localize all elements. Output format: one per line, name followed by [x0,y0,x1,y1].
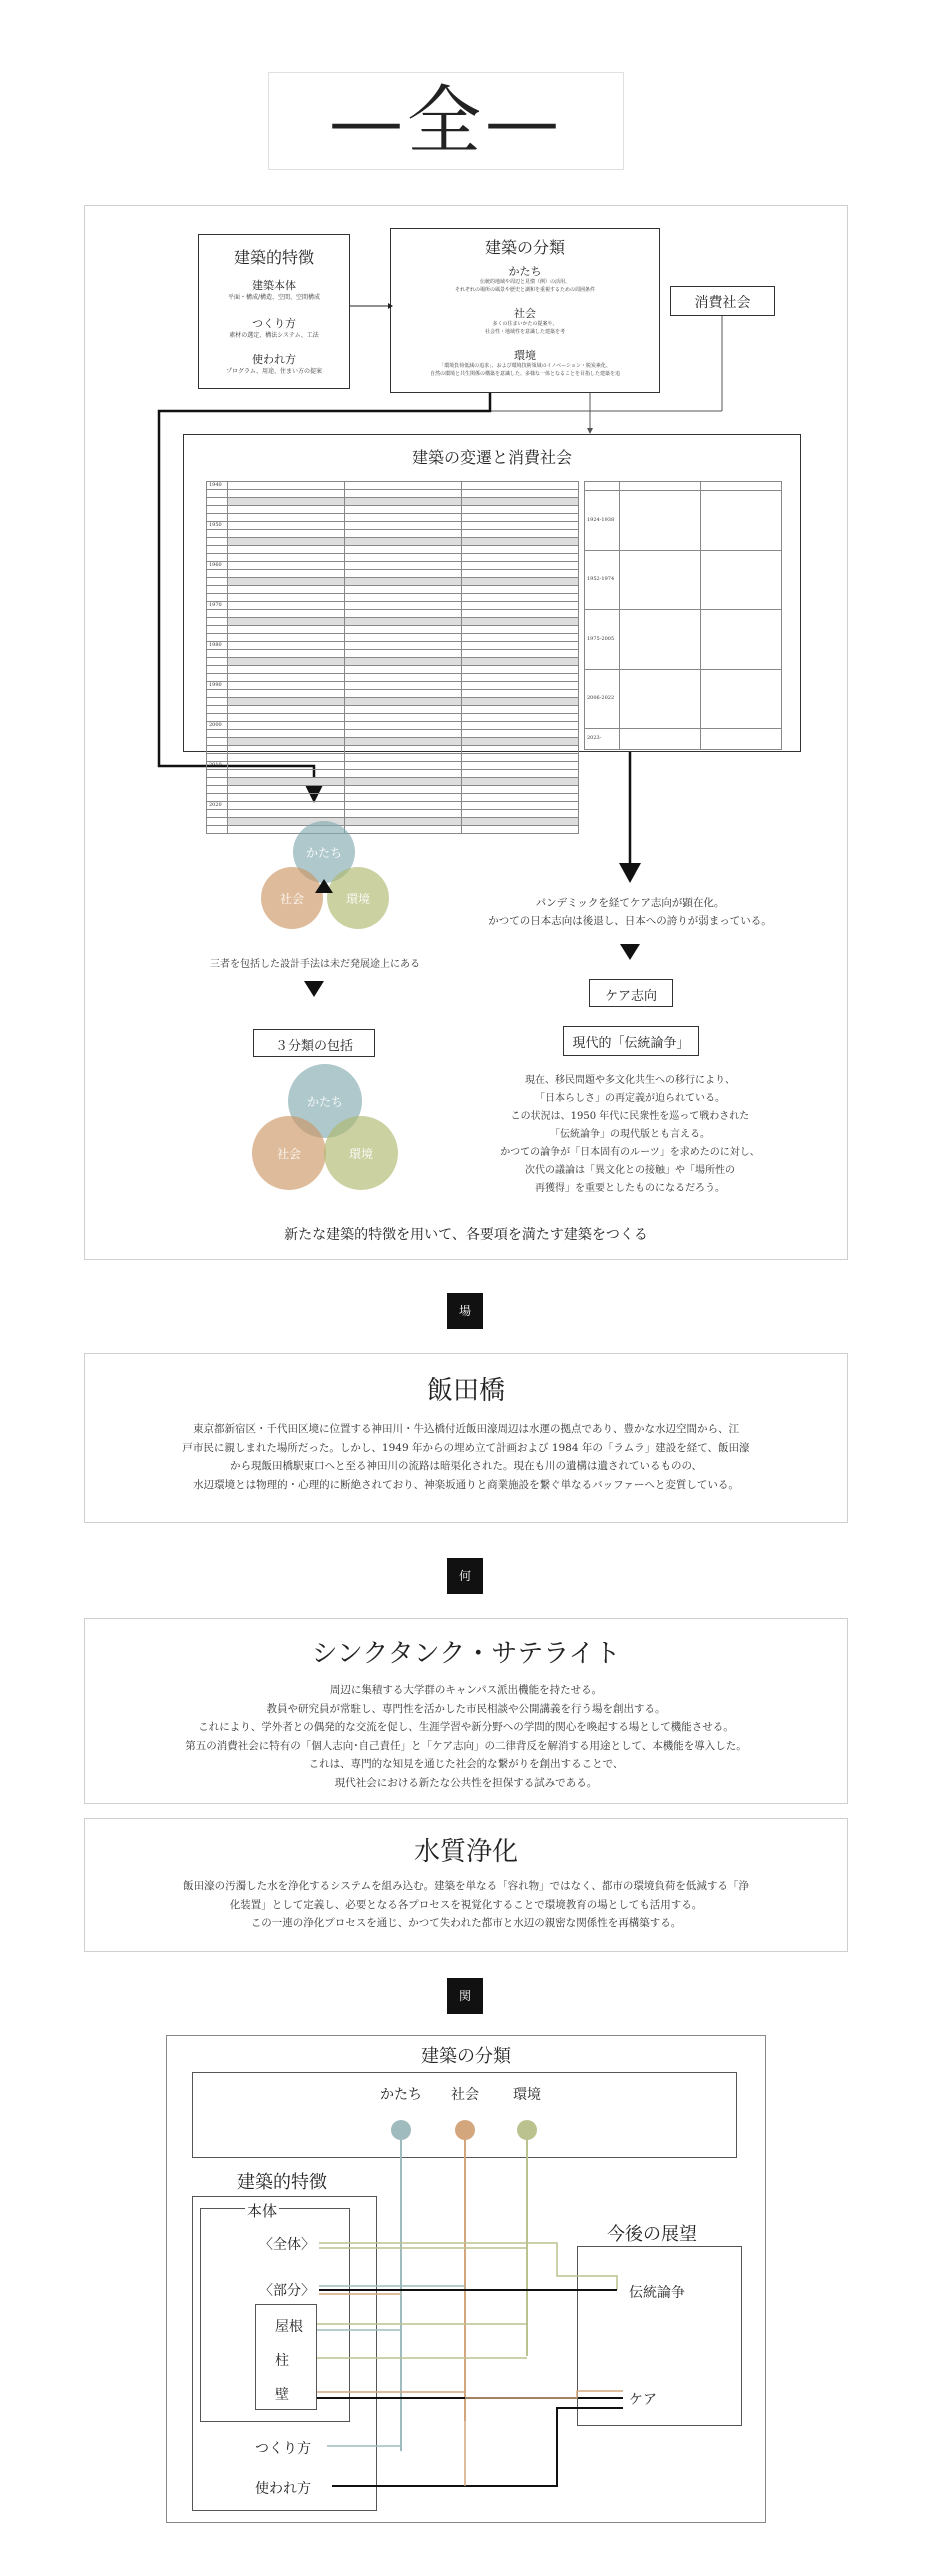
debate-line: 現在、移民問題や多文化共生への移行により、 [525,1075,735,1086]
relation-body-label: 本体 [247,2202,278,2220]
water-line: 飯田濠の汚濁した水を浄化するシステムを組み込む。建築を単なる「容れ物」ではなく、都市の環境負荷を低減する「浄 [183,1880,749,1892]
year-cell [207,714,228,722]
iidabashi-line: 水辺環境とは物理的・心理的に断絶されており、神楽坂通りと商業施設を繋ぐ単なるバッファーへと変質している。 [193,1478,739,1491]
debate-line: かつての論争が「日本固有のルーツ」を求めたのに対し、 [500,1147,760,1158]
venn1-center-triangle [245,821,395,941]
year-cell [207,746,228,754]
year-cell [207,514,228,522]
relation-features-title: 建築的特徴 [237,2172,327,2193]
year-cell [207,770,228,778]
care-box [589,979,673,1007]
debate-line: 「日本らしさ」の再定義が迫られている。 [535,1093,725,1104]
col-label-katachi: かたち [380,2087,422,2103]
evolution-title: 建築の変遷と消費社会 [411,448,572,467]
water-panel [84,1818,848,1952]
year-cell [207,594,228,602]
col-label-shakai: 社会 [451,2087,479,2103]
iidabashi-line: 戸市民に親しまれた場所だった。しかし、1949 年からの埋め立て計画および 1984 年の「ラムラ」建設を経て、飯田濠 [182,1441,750,1454]
note-developing: 三者を包括した設計手法は未だ発展途上にある [210,959,420,970]
pandemic-line-2: かつての日本志向は後退し、日本への誇りが弱まっている。 [488,915,772,927]
year-cell [207,786,228,794]
era-cell: 1975-2005 [585,610,620,670]
year-cell [207,634,228,642]
year-cell: 2010 [207,762,228,770]
year-cell [207,498,228,506]
venn1-katachi: かたち [293,821,355,883]
era-cell: 1952-1974 [585,550,620,610]
thinktank-line: 第五の消費社会に特有の「個人志向･自己責任」と「ケア志向」の二律背反を解消する用途として、本機能を導入した。 [185,1739,747,1752]
down-arrow-2 [304,981,324,999]
evolution-box [183,434,801,808]
year-cell [207,706,228,714]
venn2-katachi: かたち [288,1064,362,1138]
year-cell [207,778,228,786]
tag-relation: 関 [447,1978,483,2014]
relation-classification-title: 建築の分類 [421,2046,511,2067]
evolution-table-left [206,481,579,834]
water-title: 水質浄化 [413,1837,518,1867]
thinktank-text [85,1681,847,1792]
relation-whole: 〈全体〉 [259,2237,315,2253]
relation-part: 〈部分〉 [259,2283,315,2299]
year-cell [207,650,228,658]
iidabashi-line: から現飯田橋駅東口へと至る神田川の流路は暗渠化された。現在も川の遺構は遺されているものの、 [229,1460,703,1472]
year-cell [207,578,228,586]
era-cell: 2023- [585,729,620,750]
feature-desc-3: プログラム、用途、住まい方の提案 [225,368,323,375]
overview-panel [84,205,848,1260]
debate-line: 「伝統論争」の現代版とも言える。 [550,1129,710,1140]
water-line: 化装置」として定義し、必要となる各プロセスを視覚化することで環境教育の場としても活用する。 [229,1898,703,1911]
year-cell [207,658,228,666]
year-cell: 1940 [207,482,228,490]
relation-part-column: 柱 [275,2353,289,2369]
iidabashi-line: 東京都新宿区・千代田区境に位置する神田川・牛込橋付近飯田濠周辺は水運の拠点であり、豊かな水辺空間から、江 [193,1423,739,1435]
venn-diagram-1 [245,821,395,941]
venn1-shakai: 社会 [261,867,323,929]
year-cell [207,490,228,498]
feature-name-2: つくり方 [252,317,296,330]
year-cell: 2000 [207,722,228,730]
care-label: ケア志向 [604,989,657,1004]
feature-name-3: 使われ方 [252,353,296,366]
class-name-2: 社会 [514,307,536,320]
thinktank-line: 教員や研究員が常駐し、専門性を活かした市民相談や公開講義を行う場を創出する。 [266,1702,666,1715]
year-cell: 1990 [207,682,228,690]
year-cell [207,794,228,802]
relation-lines [167,2036,767,2524]
year-cell: 1950 [207,522,228,530]
class-desc-2b: 社会性・地域性を意識した建築を考 [484,329,565,335]
usage-line [332,2408,623,2486]
features-title: 建築的特徴 [233,248,314,267]
year-cell [207,626,228,634]
venn-diagram-2 [240,1064,410,1204]
class-desc-1a: 伝統的地域や周辺と見慣（例）の活用、 [479,279,570,285]
venn2-kankyo: 環境 [324,1116,398,1190]
year-cell: 1970 [207,602,228,610]
down-arrow-3 [620,944,640,962]
col-label-kankyo: 環境 [513,2087,541,2103]
iidabashi-title: 飯田橋 [426,1376,505,1406]
year-cell [207,530,228,538]
water-text [85,1877,847,1933]
debate-text [460,1072,800,1198]
year-cell [207,506,228,514]
classification-title: 建築の分類 [484,238,565,257]
year-cell [207,538,228,546]
relation-part-wall: 壁 [275,2387,289,2403]
relation-future-care: ケア [629,2392,657,2408]
thinktank-line: 周辺に集積する大学群のキャンパス派出機能を持たせる。 [329,1684,603,1696]
tag-place: 場 [447,1293,483,1329]
class-desc-3b: 自然の環境と共生関係の構築を意識した、多様な一体となることを目指した建築を追 [429,371,620,377]
year-cell [207,570,228,578]
kankyo-dot [517,2120,537,2140]
relation-usage: 使われ方 [255,2481,311,2497]
pandemic-line-1: パンデミックを経てケア志向が顕在化。 [535,897,725,909]
year-cell [207,546,228,554]
class-name-1: かたち [508,265,542,278]
era-cell: 2006-2022 [585,669,620,729]
relation-panel [166,2035,766,2523]
whole-line [319,2243,617,2290]
class-desc-1b: それぞれの場所の風景や歴史と調和を重視するための周囲条件 [454,287,595,293]
feature-name-1: 建築本体 [252,279,296,292]
year-cell [207,610,228,618]
thinktank-line: これにより、学外者との偶発的な交流を促し、生涯学習や新分野への学問的関心を喚起する場として機能させる。 [198,1721,734,1733]
iidabashi-panel [84,1353,848,1523]
year-cell: 1980 [207,642,228,650]
shakai-dot [455,2120,475,2140]
year-cell [207,810,228,818]
feature-desc-1: 平面・構成/構造、空間、空間構成 [227,294,321,301]
water-line: この一連の浄化プロセスを通じ、かつて失われた都市と水辺の親密な関係性を再構築する。 [250,1917,682,1929]
year-cell [207,554,228,562]
inclusion-box [253,1029,375,1057]
feature-desc-2: 素材の選定、構法システム、工法 [229,332,319,339]
debate-box [563,1026,699,1056]
venn1-kankyo: 環境 [327,867,389,929]
era-cell: 1924-1938 [585,491,620,551]
tag-what: 何 [447,1558,483,1594]
year-cell [207,754,228,762]
year-cell [207,674,228,682]
class-name-3: 環境 [514,349,536,362]
year-cell: 1960 [207,562,228,570]
consumer-label: 消費社会 [694,295,751,311]
hero-title: —全— [329,78,563,164]
iidabashi-text [85,1420,847,1494]
year-cell [207,586,228,594]
thinktank-line: 現代社会における新たな公共性を担保する試みである。 [334,1776,598,1789]
thinktank-panel [84,1618,848,1804]
venn2-shakai: 社会 [252,1116,326,1190]
relation-future-title: 今後の展望 [607,2224,697,2245]
year-cell [207,666,228,674]
conclusion-text: 新たな建築的特徴を用いて、各要項を満たす建築をつくる [284,1227,648,1243]
year-cell: 2020 [207,802,228,810]
inclusion-label: ３分類の包括 [274,1039,353,1054]
year-cell [207,618,228,626]
thinktank-title: シンクタンク・サテライト [311,1639,621,1669]
debate-line: 再獲得」を重要としたものになるだろう。 [535,1183,725,1194]
year-cell [207,730,228,738]
year-cell [207,738,228,746]
thinktank-line: これは、専門的な知見を通じた社会的な繋がりを創出することで、 [308,1758,624,1770]
relation-part-roof: 屋根 [275,2319,303,2335]
year-cell [207,698,228,706]
evolution-table-right [584,481,782,750]
debate-line: この状況は、1950 年代に民衆性を巡って戦わされた [510,1111,750,1122]
year-cell [207,826,228,834]
year-cell [207,690,228,698]
class-desc-3a: 「環境負荷低減の追求」、および環境技術領域のイノベーション・脱炭素化、 [439,363,611,369]
care-shakai [465,2391,623,2398]
debate-label: 現代的「伝統論争」 [572,1036,690,1051]
class-desc-2a: 多くの住まいかたの提案や、 [492,321,558,327]
katachi-dot [391,2120,411,2140]
relation-future-debate: 伝統論争 [629,2285,685,2301]
debate-line: 次代の議論は「異文化との接触」や「場所性の [525,1165,735,1176]
hero-box [268,72,624,170]
relation-making: つくり方 [255,2441,311,2457]
year-cell [207,818,228,826]
